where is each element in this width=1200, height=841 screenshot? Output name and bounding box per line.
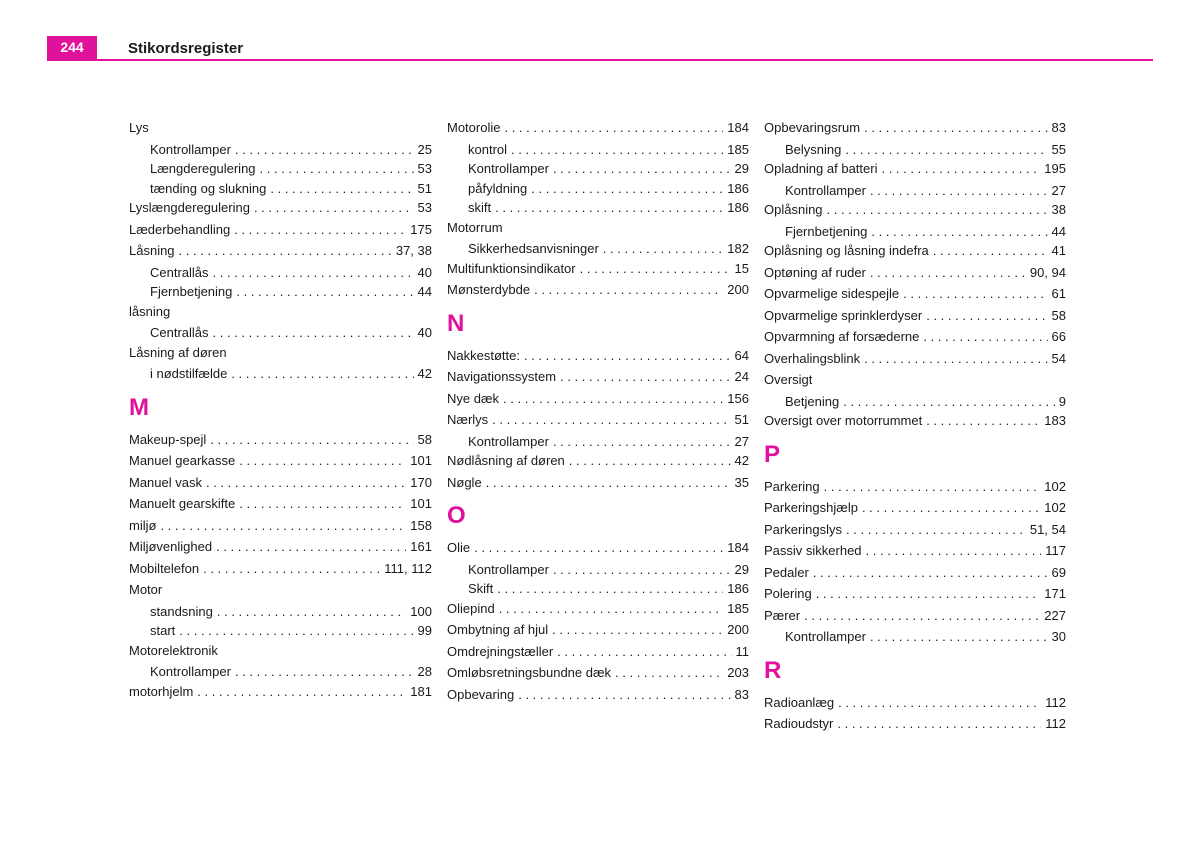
index-entry xyxy=(447,642,749,662)
dot-leader xyxy=(236,282,413,302)
dot-leader xyxy=(504,118,723,138)
entry-term: Parkeringslys xyxy=(764,521,843,537)
index-entry xyxy=(764,284,1066,304)
index-entry xyxy=(764,584,1066,604)
dot-leader xyxy=(492,410,730,430)
dot-leader xyxy=(870,263,1026,283)
entry-term: Betjening xyxy=(785,393,840,409)
entry-term: Oversigt xyxy=(764,372,813,387)
index-subentry xyxy=(447,579,749,599)
entry-term: Sikkerhedsanvisninger xyxy=(468,241,599,256)
entry-term: Opladning af batteri xyxy=(764,161,878,176)
index-entry xyxy=(129,682,432,702)
entry-pages: 58 xyxy=(1051,307,1066,323)
dot-leader xyxy=(870,627,1048,647)
index-entry xyxy=(764,327,1066,347)
entry-term: tænding og slukning xyxy=(150,180,267,196)
entry-pages: 101 xyxy=(410,453,432,468)
dot-leader xyxy=(846,520,1026,540)
entry-term: Kontrollamper xyxy=(150,664,231,679)
entry-term: Omløbsretningsbundne dæk xyxy=(447,665,612,680)
index-subentry xyxy=(447,179,749,199)
dot-leader xyxy=(197,682,406,702)
entry-pages: 29 xyxy=(734,561,749,577)
index-entry xyxy=(129,430,432,450)
dot-leader xyxy=(843,392,1055,412)
index-entry xyxy=(764,306,1066,326)
index-subentry xyxy=(447,140,749,160)
entry-pages: 101 xyxy=(410,496,432,511)
index-entry xyxy=(129,580,432,600)
entry-pages: 183 xyxy=(1044,413,1066,428)
section-letter: R xyxy=(764,656,782,684)
entry-term: Nakkestøtte: xyxy=(447,347,520,363)
index-subentry xyxy=(129,364,432,384)
index-entry xyxy=(447,685,749,705)
entry-pages: 54 xyxy=(1051,350,1066,366)
page-number: 244 xyxy=(47,36,97,59)
index-entry xyxy=(129,198,432,218)
dot-leader xyxy=(260,159,414,179)
entry-term: Ombytning af hjul xyxy=(447,622,549,637)
index-entry xyxy=(447,473,749,493)
index-subentry xyxy=(129,140,432,160)
dot-leader xyxy=(557,642,731,662)
entry-term: Kontrollamper xyxy=(785,182,866,198)
dot-leader xyxy=(503,389,723,409)
entry-term: miljø xyxy=(129,517,157,533)
entry-term: Opbevaringsrum xyxy=(764,120,861,135)
dot-leader xyxy=(881,159,1040,179)
dot-leader xyxy=(864,118,1047,138)
entry-term: standsning xyxy=(150,603,213,619)
entry-pages: 44 xyxy=(417,284,432,299)
index-subentry xyxy=(129,323,432,343)
index-entry xyxy=(764,263,1066,283)
dot-leader xyxy=(179,241,392,261)
entry-term: Lys xyxy=(129,120,149,135)
index-entry xyxy=(447,620,749,640)
dot-leader xyxy=(179,621,413,641)
index-subentry xyxy=(764,140,1066,160)
dot-leader xyxy=(213,263,414,283)
index-column-2 xyxy=(447,118,749,706)
dot-leader xyxy=(827,200,1048,220)
entry-pages: 158 xyxy=(410,517,432,533)
entry-term: Kontrollamper xyxy=(468,561,549,577)
entry-term: Kontrollamper xyxy=(150,141,231,157)
entry-pages: 69 xyxy=(1051,564,1066,580)
dot-leader xyxy=(553,432,731,452)
dot-leader xyxy=(903,284,1047,304)
dot-leader xyxy=(235,140,414,160)
entry-term: Nye dæk xyxy=(447,390,500,406)
index-subentry xyxy=(764,392,1066,412)
index-entry xyxy=(764,520,1066,540)
entry-pages: 9 xyxy=(1058,393,1066,409)
dot-leader xyxy=(603,239,724,259)
entry-pages: 38 xyxy=(1051,202,1066,217)
header-rule xyxy=(47,59,1153,61)
entry-term: Opbevaring xyxy=(447,686,515,702)
dot-leader xyxy=(838,693,1041,713)
index-entry xyxy=(764,477,1066,497)
dot-leader xyxy=(837,714,1041,734)
entry-pages: 41 xyxy=(1051,243,1066,258)
dot-leader xyxy=(552,620,723,640)
entry-term: skift xyxy=(468,200,492,215)
entry-term: Låsning xyxy=(129,243,175,258)
entry-term: Mobiltelefon xyxy=(129,560,200,576)
entry-pages: 51, 54 xyxy=(1029,521,1066,537)
index-subentry xyxy=(764,627,1066,647)
entry-pages: 53 xyxy=(417,200,432,215)
entry-pages: 15 xyxy=(734,260,749,276)
dot-leader xyxy=(206,473,406,493)
index-entry xyxy=(447,259,749,279)
dot-leader xyxy=(816,584,1041,604)
index-entry xyxy=(447,410,749,430)
entry-term: Oversigt over motorrummet xyxy=(764,413,923,428)
entry-pages: 112 xyxy=(1045,716,1066,731)
index-subentry xyxy=(764,222,1066,242)
entry-pages: 64 xyxy=(734,347,749,363)
entry-term: Oplåsning og låsning indefra xyxy=(764,243,929,258)
entry-pages: 112 xyxy=(1045,694,1066,710)
entry-pages: 55 xyxy=(1051,141,1066,157)
entry-term: Centrallås xyxy=(150,264,209,280)
dot-leader xyxy=(518,685,730,705)
entry-pages: 100 xyxy=(410,603,432,619)
entry-pages: 203 xyxy=(727,665,749,680)
dot-leader xyxy=(560,367,730,387)
entry-term: Fjernbetjening xyxy=(150,284,233,299)
section-letter: N xyxy=(447,309,465,337)
entry-term: Manuel gearkasse xyxy=(129,453,236,468)
entry-pages: 90, 94 xyxy=(1029,264,1066,280)
index-entry xyxy=(764,498,1066,518)
index-subentry xyxy=(129,159,432,179)
entry-pages: 156 xyxy=(727,390,749,406)
dot-leader xyxy=(553,560,731,580)
entry-pages: 182 xyxy=(727,241,749,256)
entry-pages: 51 xyxy=(417,180,432,196)
dot-leader xyxy=(254,198,414,218)
entry-pages: 40 xyxy=(417,325,432,340)
index-subentry xyxy=(447,159,749,179)
entry-term: Opvarmelige sprinklerdyser xyxy=(764,307,923,323)
dot-leader xyxy=(511,140,723,160)
entry-term: start xyxy=(150,623,176,638)
index-entry xyxy=(447,280,749,300)
entry-term: Nøgle xyxy=(447,474,482,490)
entry-term: påfyldning xyxy=(468,180,528,196)
dot-leader xyxy=(813,563,1048,583)
entry-term: Pedaler xyxy=(764,564,809,580)
index-entry xyxy=(764,370,1066,390)
entry-term: Manuel vask xyxy=(129,474,202,490)
entry-pages: 102 xyxy=(1044,478,1066,494)
dot-leader xyxy=(217,602,406,622)
index-column-1 xyxy=(129,118,432,703)
entry-pages: 27 xyxy=(734,433,749,449)
dot-leader xyxy=(926,306,1047,326)
index-entry xyxy=(447,599,749,619)
entry-term: Parkeringshjælp xyxy=(764,500,858,515)
index-entry xyxy=(764,714,1066,734)
dot-leader xyxy=(524,346,731,366)
entry-pages: 200 xyxy=(727,282,749,297)
entry-pages: 111, 112 xyxy=(384,560,432,576)
dot-leader xyxy=(866,541,1042,561)
entry-term: Miljøvenlighed xyxy=(129,539,213,554)
dot-leader xyxy=(235,662,414,682)
entry-pages: 185 xyxy=(727,141,749,157)
dot-leader xyxy=(160,516,406,536)
entry-pages: 186 xyxy=(727,180,749,196)
entry-pages: 227 xyxy=(1044,607,1066,623)
dot-leader xyxy=(870,181,1048,201)
section-letter: O xyxy=(447,502,466,529)
entry-pages: 171 xyxy=(1044,586,1066,601)
entry-pages: 35 xyxy=(734,474,749,490)
index-entry xyxy=(447,218,749,238)
index-entry xyxy=(447,538,749,558)
entry-pages: 40 xyxy=(417,264,432,280)
dot-leader xyxy=(871,222,1047,242)
entry-term: Radioudstyr xyxy=(764,716,834,731)
index-subentry xyxy=(447,198,749,218)
dot-leader xyxy=(569,451,731,471)
entry-pages: 44 xyxy=(1051,223,1066,239)
entry-pages: 175 xyxy=(410,221,432,237)
entry-pages: 37, 38 xyxy=(395,243,432,258)
entry-pages: 28 xyxy=(417,664,432,679)
entry-term: Motorelektronik xyxy=(129,642,218,658)
entry-term: låsning xyxy=(129,303,171,319)
dot-leader xyxy=(531,179,723,199)
entry-term: Parkering xyxy=(764,478,820,494)
entry-term: Navigationssystem xyxy=(447,369,557,384)
index-entry xyxy=(447,367,749,387)
index-entry xyxy=(129,241,432,261)
index-entry xyxy=(129,302,432,322)
entry-pages: 11 xyxy=(735,643,749,659)
index-entry xyxy=(129,451,432,471)
dot-leader xyxy=(210,430,413,450)
index-entry xyxy=(129,473,432,493)
entry-term: Kontrollamper xyxy=(468,433,549,449)
index-entry xyxy=(764,541,1066,561)
entry-term: kontrol xyxy=(468,141,508,157)
dot-leader xyxy=(804,606,1040,626)
entry-term: Motorrum xyxy=(447,219,503,235)
entry-term: Centrallås xyxy=(150,325,209,340)
page-header xyxy=(47,36,1153,62)
dot-leader xyxy=(534,280,723,300)
entry-pages: 66 xyxy=(1051,329,1066,344)
entry-term: Skift xyxy=(468,581,494,596)
entry-term: Læderbehandling xyxy=(129,221,231,237)
entry-pages: 83 xyxy=(1051,120,1066,135)
dot-leader xyxy=(615,663,723,683)
entry-term: Oplåsning xyxy=(764,202,823,217)
entry-term: Låsning af døren xyxy=(129,344,227,360)
index-entry xyxy=(447,346,749,366)
entry-term: Multifunktionsindikator xyxy=(447,260,576,276)
entry-pages: 58 xyxy=(417,431,432,447)
index-entry xyxy=(129,494,432,514)
entry-pages: 42 xyxy=(417,366,432,381)
section-letter: P xyxy=(764,440,781,468)
index-entry xyxy=(129,118,432,138)
dot-leader xyxy=(824,477,1041,497)
dot-leader xyxy=(216,537,406,557)
index-entry xyxy=(447,389,749,409)
index-entry xyxy=(764,349,1066,369)
index-entry xyxy=(129,559,432,579)
entry-term: Belysning xyxy=(785,141,842,157)
dot-leader xyxy=(926,411,1040,431)
dot-leader xyxy=(580,259,731,279)
index-entry xyxy=(764,411,1066,431)
dot-leader xyxy=(495,198,723,218)
index-entry xyxy=(764,118,1066,138)
index-entry xyxy=(129,641,432,661)
entry-pages: 181 xyxy=(410,683,432,699)
entry-pages: 200 xyxy=(727,622,749,637)
entry-term: Kontrollamper xyxy=(785,629,866,644)
entry-term: Fjernbetjening xyxy=(785,223,868,239)
index-subentry xyxy=(129,263,432,283)
entry-term: Omdrejningstæller xyxy=(447,643,554,659)
index-entry xyxy=(764,241,1066,261)
section-letter: M xyxy=(129,393,149,421)
dot-leader xyxy=(203,559,380,579)
entry-term: Manuelt gearskifte xyxy=(129,496,236,511)
entry-pages: 30 xyxy=(1051,629,1066,644)
entry-term: Nødlåsning af døren xyxy=(447,453,565,468)
dot-leader xyxy=(239,451,406,471)
index-subentry xyxy=(129,282,432,302)
index-entry xyxy=(129,220,432,240)
entry-pages: 117 xyxy=(1045,543,1066,558)
entry-term: Længderegulering xyxy=(150,161,256,176)
index-subentry xyxy=(447,432,749,452)
index-entry xyxy=(764,606,1066,626)
entry-term: Pærer xyxy=(764,607,801,623)
entry-term: Opvarmelige sidespejle xyxy=(764,286,900,301)
index-entry xyxy=(447,451,749,471)
entry-pages: 102 xyxy=(1044,500,1066,515)
dot-leader xyxy=(497,579,723,599)
index-entry xyxy=(129,516,432,536)
entry-term: Optøning af ruder xyxy=(764,264,866,280)
entry-pages: 29 xyxy=(734,161,749,176)
index-entry xyxy=(764,563,1066,583)
index-subentry xyxy=(764,181,1066,201)
entry-term: Passiv sikkerhed xyxy=(764,543,862,558)
entry-pages: 186 xyxy=(727,200,749,215)
entry-pages: 24 xyxy=(734,369,749,384)
entry-term: Overhalingsblink xyxy=(764,350,861,366)
index-subentry xyxy=(129,662,432,682)
dot-leader xyxy=(234,220,406,240)
index-entry xyxy=(447,663,749,683)
dot-leader xyxy=(845,140,1047,160)
index-column-3 xyxy=(764,118,1066,736)
entry-term: Polering xyxy=(764,586,812,601)
entry-term: Mønsterdybde xyxy=(447,282,531,297)
index-subentry xyxy=(129,179,432,199)
dot-leader xyxy=(239,494,406,514)
index-subentry xyxy=(447,560,749,580)
dot-leader xyxy=(553,159,731,179)
entry-pages: 185 xyxy=(727,600,749,616)
entry-pages: 51 xyxy=(734,412,749,427)
entry-term: Motorolie xyxy=(447,120,501,135)
dot-leader xyxy=(499,599,724,619)
dot-leader xyxy=(486,473,731,493)
entry-term: Radioanlæg xyxy=(764,694,835,710)
dot-leader xyxy=(864,349,1047,369)
index-entry xyxy=(129,537,432,557)
entry-pages: 53 xyxy=(417,161,432,176)
page-title: Stikordsregister xyxy=(128,40,244,57)
entry-term: Motor xyxy=(129,582,163,597)
index-entry xyxy=(129,343,432,363)
entry-pages: 186 xyxy=(727,581,749,596)
entry-pages: 184 xyxy=(727,120,749,135)
index-entry xyxy=(764,200,1066,220)
entry-term: Kontrollamper xyxy=(468,161,549,176)
index-entry xyxy=(764,693,1066,713)
dot-leader xyxy=(213,323,414,343)
entry-term: Olie xyxy=(447,540,471,555)
entry-pages: 42 xyxy=(734,453,749,468)
entry-pages: 195 xyxy=(1044,161,1066,176)
index-entry xyxy=(764,159,1066,179)
entry-pages: 184 xyxy=(727,540,749,555)
entry-term: Lyslængderegulering xyxy=(129,200,250,215)
index-subentry xyxy=(129,621,432,641)
entry-pages: 161 xyxy=(410,539,432,554)
index-entry xyxy=(447,118,749,138)
dot-leader xyxy=(933,241,1048,261)
entry-term: i nødstilfælde xyxy=(150,366,228,381)
entry-pages: 27 xyxy=(1051,182,1066,198)
entry-pages: 25 xyxy=(417,141,432,157)
entry-term: Oliepind xyxy=(447,600,495,616)
entry-pages: 83 xyxy=(734,686,749,702)
entry-term: Nærlys xyxy=(447,412,489,427)
entry-term: Makeup-spejl xyxy=(129,431,207,447)
entry-pages: 99 xyxy=(417,623,432,638)
dot-leader xyxy=(270,179,413,199)
dot-leader xyxy=(231,364,413,384)
dot-leader xyxy=(862,498,1040,518)
entry-term: Opvarmning af forsæderne xyxy=(764,329,920,344)
dot-leader xyxy=(923,327,1047,347)
index-subentry xyxy=(129,602,432,622)
entry-pages: 61 xyxy=(1051,286,1066,301)
entry-term: motorhjelm xyxy=(129,683,194,699)
index-subentry xyxy=(447,239,749,259)
dot-leader xyxy=(474,538,723,558)
entry-pages: 170 xyxy=(410,474,432,490)
